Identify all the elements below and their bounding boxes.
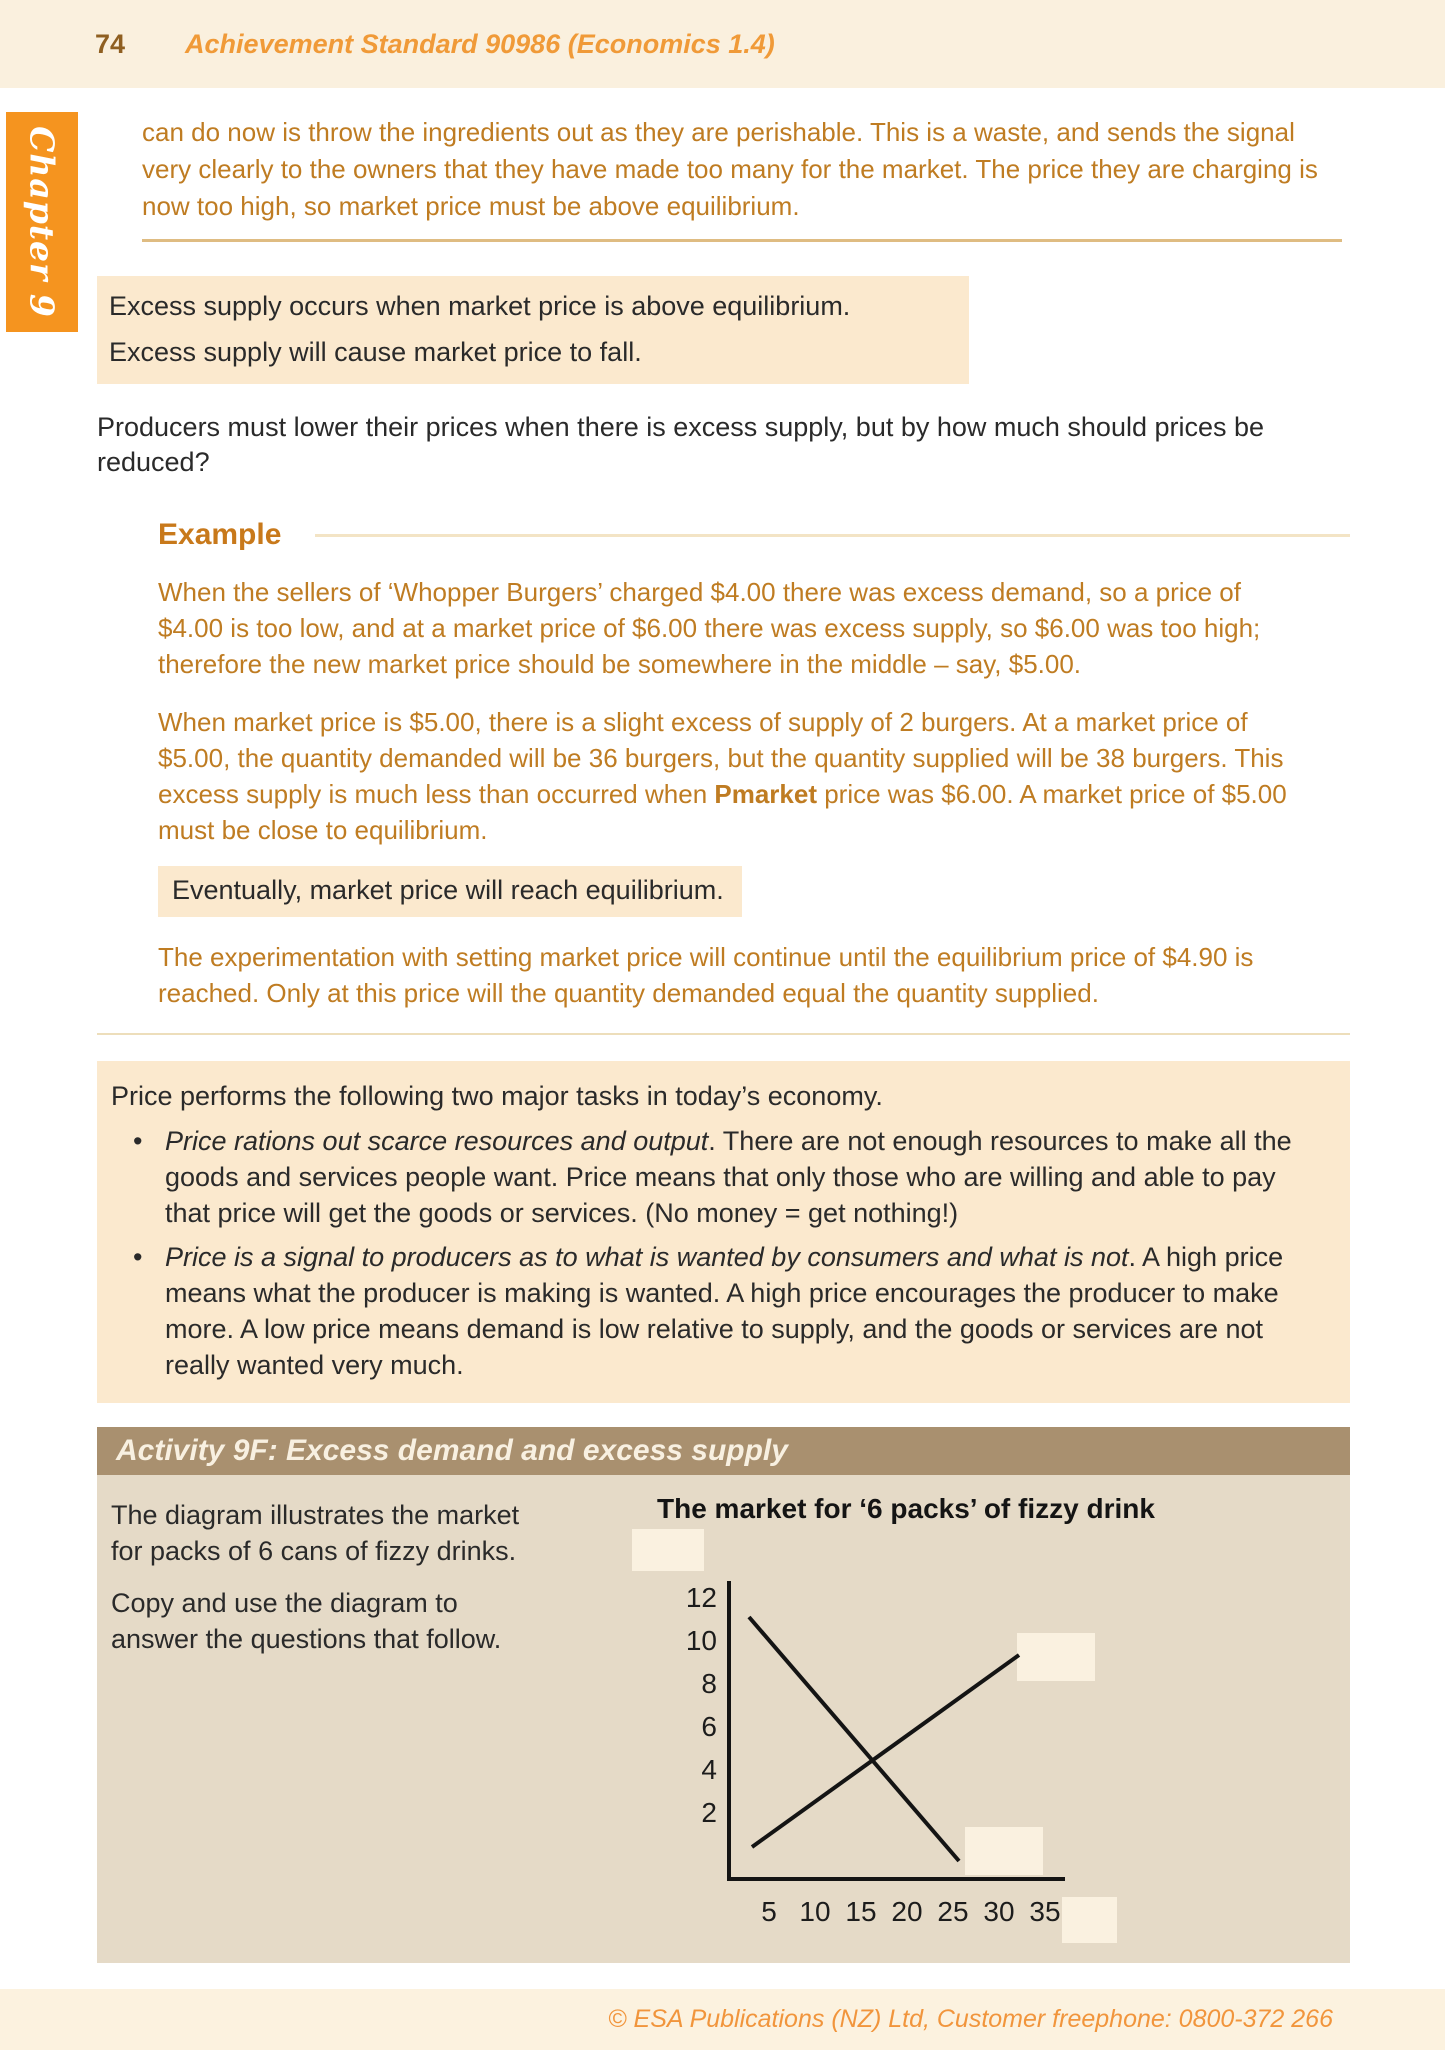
equilibrium-highlight-box: Eventually, market price will reach equilibrium. [158,866,742,917]
y-tick-label: 10 [685,1625,717,1656]
example-p2-text: When market price is $5.00, there is a slight excess of supply of 2 burgers. At a market price of $5.00, the quantity demanded will be 36 burgers, but the quantity supplied will be 38 burgers. This excess supply is much less than occurred when [158,707,1284,809]
example-paragraph-1: When the sellers of ‘Whopper Burgers’ charged $4.00 there was excess demand, so a price of $4.00 is too low, and at a market price of $6.00 there was excess supply, so $6.00 was too high; therefore the new market price should be somewhere in the middle – say, $5.00. [158,577,1261,679]
bullet-rest: . There are not enough resources to make all the goods and services people want. Price means that only those who are willing and able to pay that price will get the goods or services. (No money = get nothing!) [165,1126,1292,1228]
activity-section [97,1427,1350,1963]
page-header [0,0,1445,88]
bullet-rest: . A high price means what the producer is making is wanted. A high price encourages the producer to make more. A low price means demand is low relative to supply, and the goods or services are not really wanted very much. [165,1242,1284,1380]
activity-paragraph-1: The diagram illustrates the market for packs of 6 cans of fizzy drinks. [111,1500,520,1566]
example-heading-row [158,518,1350,552]
x-tick-label: 5 [761,1896,777,1927]
activity-header-bar [97,1427,1350,1475]
y-tick-label: 8 [701,1668,717,1699]
y-tick-label: 12 [685,1582,717,1613]
producers-question: Producers must lower their prices when there is excess supply, but by how much should prices be reduced? [97,412,1265,477]
bullet-lead-italic: Price rations out scarce resources and output [165,1126,709,1156]
section-divider [97,1033,1350,1035]
example-p2-text-end: price was $6.00. A market price of $5.00 must be close to equilibrium. [158,779,1287,845]
intro-divider-rule [142,239,1342,242]
blank-label-box-quantity [1062,1897,1117,1943]
x-tick-label: 35 [1029,1896,1061,1927]
blank-label-box-price [632,1529,704,1571]
activity-diagram-area [589,1491,1350,1949]
supply-demand-chart [617,1529,1117,1949]
activity-instructions [111,1491,589,1949]
activity-body [97,1475,1350,1963]
key-point-box [97,276,969,384]
blank-label-box-demand [965,1827,1043,1875]
supply-curve [752,1655,1019,1847]
y-tick-label: 4 [701,1754,717,1785]
y-tick-label: 2 [701,1797,717,1828]
page-footer [0,1989,1445,2050]
x-tick-label: 10 [799,1896,831,1927]
list-item [111,1123,1324,1231]
activity-title: Activity 9F: Excess demand and excess supply [116,1434,788,1467]
header-title: Achievement Standard 90986 (Economics 1.4) [185,28,775,59]
example-heading: Example [158,518,282,551]
bullet-lead-italic: Price is a signal to producers as to what is wanted by consumers and what is not [165,1242,1129,1272]
example-p2-pmarket: Pmarket [714,779,817,809]
page-content [0,114,1445,1963]
x-tick-label: 30 [983,1896,1015,1927]
example-paragraph-3: The experimentation with setting market price will continue until the equilibrium price of $4.90 is reached. Only at this price will the quantity demanded equal the quantity supplied. [158,942,1254,1008]
x-tick-label: 25 [937,1896,969,1927]
intro-paragraph: can do now is throw the ingredients out as they are perishable. This is a waste, and sends the signal very clearly to the owners that they have made too many for the market. The price they are charging is now too high, so market price must be above equilibrium. [142,117,1318,221]
price-tasks-box [97,1061,1350,1403]
x-tick-label: 15 [845,1896,877,1927]
price-tasks-list [111,1123,1324,1383]
key-point-line: Excess supply occurs when market price is above equilibrium. [109,291,851,321]
page-number: 74 [95,28,126,59]
footer-text: © ESA Publications (NZ) Ltd, Customer freephone: 0800-372 266 [608,2005,1333,2033]
x-tick-label: 20 [891,1896,923,1927]
chapter-tab [6,112,78,332]
list-item [111,1239,1324,1383]
chapter-tab-label: Chapter 9 [22,126,62,318]
blank-label-box-supply [1017,1633,1095,1681]
example-heading-rule [315,534,1350,537]
key-point-line: Excess supply will cause market price to fall. [109,337,642,367]
chart-title: The market for ‘6 packs’ of fizzy drink [657,1493,1155,1524]
price-tasks-intro: Price performs the following two major tasks in today’s economy. [111,1081,883,1111]
y-tick-label: 6 [701,1711,717,1742]
example-paragraph-2 [158,704,1308,848]
activity-paragraph-2: Copy and use the diagram to answer the questions that follow. [111,1588,502,1654]
